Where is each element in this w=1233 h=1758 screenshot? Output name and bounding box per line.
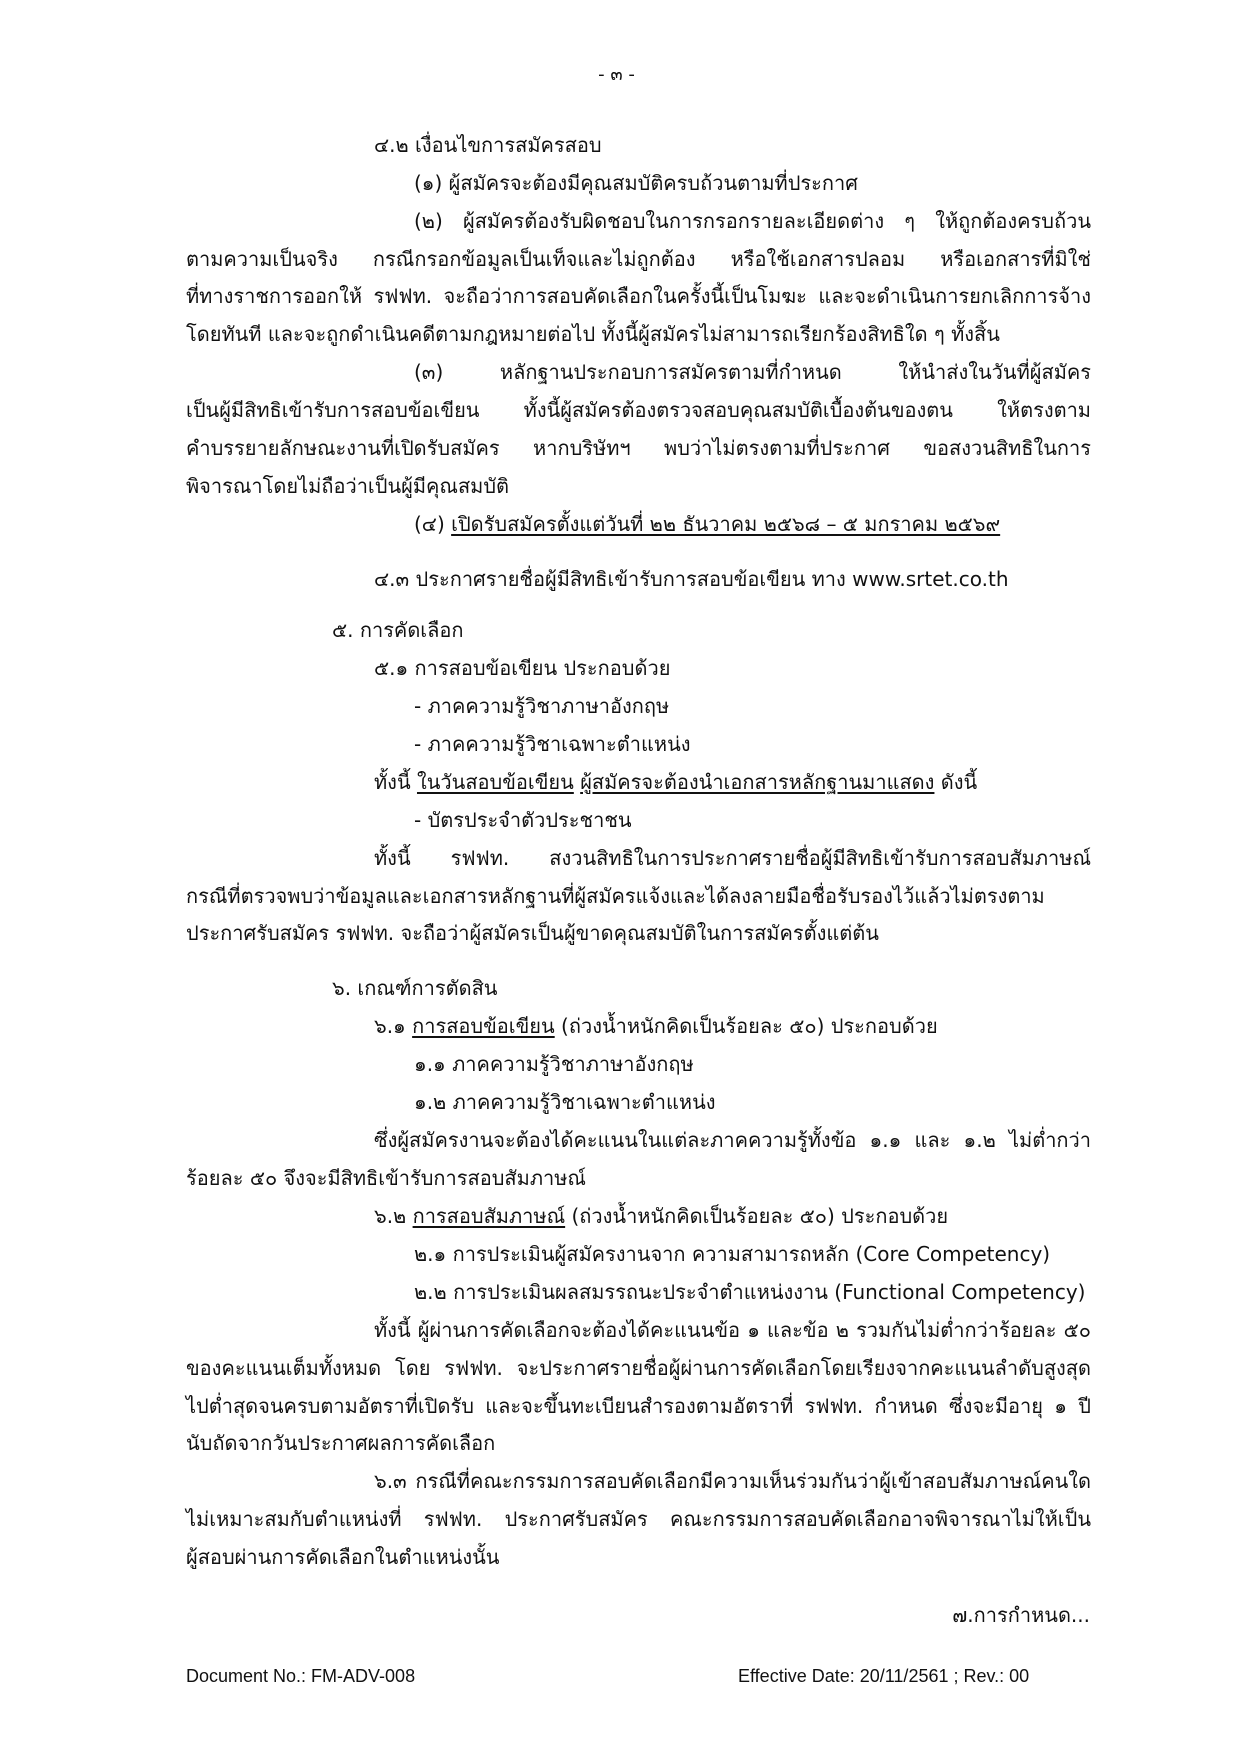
section-6-2-prefix: ๖.๒ xyxy=(374,1204,413,1228)
final-criteria-line-3: ไปต่ำสุดจนครบตามอัตราที่เปิดรับ และจะขึ้นทะเบียนสำรองตามอัตราที่ รฟฟท. กำหนด ซึ่งจะมีอายุ ๑ ปี xyxy=(186,1394,1091,1418)
item-2-1: ๒.๑ การประเมินผู้สมัครงานจาก ความสามารถหลัก (Core Competency) xyxy=(414,1242,1051,1266)
condition-3-line-2: เป็นผู้มีสิทธิเข้ารับการสอบข้อเขียน ทั้งนี้ผู้สมัครต้องตรวจสอบคุณสมบัติเบื้องต้นของตน ให้ตรงตาม xyxy=(186,398,1091,422)
item-2-2: ๒.๒ การประเมินผลสมรรถนะประจำตำแหน่งงาน (Functional Competency) xyxy=(414,1280,1086,1304)
section-5-1: ๕.๑ การสอบข้อเขียน ประกอบด้วย xyxy=(374,656,671,680)
reservation-line-1: ทั้งนี้ รฟฟท. สงวนสิทธิในการประกาศรายชื่อผู้มีสิทธิเข้ารับการสอบสัมภาษณ์ xyxy=(374,846,1091,870)
section-5-heading: ๕. การคัดเลือก xyxy=(332,618,464,642)
reservation-line-3: ประกาศรับสมัคร รฟฟท. จะถือว่าผู้สมัครเป็นผู้ขาดคุณสมบัติในการสมัครตั้งแต่ต้น xyxy=(186,921,879,945)
pass-criteria-line-2: ร้อยละ ๕๐ จึงจะมีสิทธิเข้ารับการสอบสัมภาษณ์ xyxy=(186,1166,586,1190)
required-documents-line xyxy=(374,769,977,795)
section-6-3-line-3: ผู้สอบผ่านการคัดเลือกในตำแหน่งนั้น xyxy=(186,1545,500,1569)
condition-2-line-2: ตามความเป็นจริง กรณีกรอกข้อมูลเป็นเท็จและไม่ถูกต้อง หรือใช้เอกสารปลอม หรือเอกสารที่มิใช่ xyxy=(186,247,1091,271)
condition-4-prefix: (๔) xyxy=(414,512,452,536)
item-1-2: ๑.๒ ภาคความรู้วิชาเฉพาะตำแหน่ง xyxy=(414,1090,716,1114)
condition-3-line-3: คำบรรยายลักษณะงานที่เปิดรับสมัคร หากบริษัทฯ พบว่าไม่ตรงตามที่ประกาศ ขอสงวนสิทธิในการ xyxy=(186,436,1091,460)
item-1-1: ๑.๑ ภาคความรู้วิชาภาษาอังกฤษ xyxy=(414,1052,694,1076)
condition-2-line-4: โดยทันที และจะถูกดำเนินคดีตามกฎหมายต่อไป ทั้งนี้ผู้สมัครไม่สามารถเรียกร้องสิทธิใด ๆ ทั้งสิ้น xyxy=(186,322,1000,346)
section-4-2-heading: ๔.๒ เงื่อนไขการสมัครสอบ xyxy=(374,133,602,157)
final-criteria-line-1: ทั้งนี้ ผู้ผ่านการคัดเลือกจะต้องได้คะแนนข้อ ๑ และข้อ ๒ รวมกันไม่ต่ำกว่าร้อยละ ๕๐ xyxy=(374,1318,1091,1342)
final-criteria-line-4: นับถัดจากวันประกาศผลการคัดเลือก xyxy=(186,1431,496,1455)
application-period: เปิดรับสมัครตั้งแต่วันที่ ๒๒ ธันวาคม ๒๕๖๘ – ๕ มกราคม ๒๕๖๙ xyxy=(451,512,1001,536)
final-criteria-line-2: ของคะแนนเต็มทั้งหมด โดย รฟฟท. จะประกาศรายชื่อผู้ผ่านการคัดเลือกโดยเรียงจากคะแนนลำดับสูงสุด xyxy=(186,1356,1091,1380)
condition-2-line-1: (๒) ผู้สมัครต้องรับผิดชอบในการกรอกรายละเอียดต่าง ๆ ให้ถูกต้องครบถ้วน xyxy=(414,209,1091,233)
pass-criteria-line-1: ซึ่งผู้สมัครงานจะต้องได้คะแนนในแต่ละภาคความรู้ทั้งข้อ ๑.๑ และ ๑.๒ ไม่ต่ำกว่า xyxy=(374,1128,1091,1152)
section-4-3: ๔.๓ ประกาศรายชื่อผู้มีสิทธิเข้ารับการสอบข้อเขียน ทาง www.srtet.co.th xyxy=(374,567,1009,591)
docs-text-1: ทั้งนี้ xyxy=(374,770,417,794)
page-number: - ๓ - xyxy=(598,64,635,85)
docs-underlined-1: ในวันสอบข้อเขียน xyxy=(416,770,574,794)
section-6-heading: ๖. เกณฑ์การตัดสิน xyxy=(332,976,498,1000)
docs-underlined-2: ผู้สมัครจะต้องนำเอกสารหลักฐานมาแสดง xyxy=(580,770,935,794)
condition-2-line-3: ที่ทางราชการออกให้ รฟฟท. จะถือว่าการสอบคัดเลือกในครั้งนี้เป็นโมฆะ และจะดำเนินการยกเลิกการจ้าง xyxy=(186,284,1091,308)
section-6-2 xyxy=(374,1203,948,1229)
section-6-1-prefix: ๖.๑ xyxy=(374,1014,413,1038)
id-card-item: - บัตรประจำตัวประชาชน xyxy=(414,808,632,832)
continuation-marker: ๗.การกำหนด... xyxy=(952,1603,1090,1627)
condition-3-line-1: (๓) หลักฐานประกอบการสมัครตามที่กำหนด ให้นำส่งในวันที่ผู้สมัคร xyxy=(414,360,1091,384)
section-6-3-line-2: ไม่เหมาะสมกับตำแหน่งที่ รฟฟท. ประกาศรับสมัคร คณะกรรมการสอบคัดเลือกอาจพิจารณาไม่ให้เป็น xyxy=(186,1507,1091,1531)
exam-part-position: - ภาคความรู้วิชาเฉพาะตำแหน่ง xyxy=(414,732,691,756)
condition-1: (๑) ผู้สมัครจะต้องมีคุณสมบัติครบถ้วนตามที่ประกาศ xyxy=(414,171,858,195)
condition-4 xyxy=(414,511,1000,537)
footer-document-number: Document No.: FM-ADV-008 xyxy=(186,1666,416,1686)
section-6-1 xyxy=(374,1013,938,1039)
condition-3-line-4: พิจารณาโดยไม่ถือว่าเป็นผู้มีคุณสมบัติ xyxy=(186,474,510,498)
section-6-2-rest: (ถ่วงน้ำหนักคิดเป็นร้อยละ ๕๐) ประกอบด้วย xyxy=(565,1204,949,1228)
footer-effective-date: Effective Date: 20/11/2561 ; Rev.: 00 xyxy=(738,1666,1030,1686)
reservation-line-2: กรณีที่ตรวจพบว่าข้อมูลและเอกสารหลักฐานที่ผู้สมัครแจ้งและได้ลงลายมือชื่อรับรองไว้แล้วไม่ตรงตาม xyxy=(186,884,1045,908)
docs-text-3: ดังนี้ xyxy=(934,770,978,794)
section-6-3-line-1: ๖.๓ กรณีที่คณะกรรมการสอบคัดเลือกมีความเห็นร่วมกันว่าผู้เข้าสอบสัมภาษณ์คนใด xyxy=(374,1469,1091,1493)
section-6-1-rest: (ถ่วงน้ำหนักคิดเป็นร้อยละ ๕๐) ประกอบด้วย xyxy=(554,1014,938,1038)
written-exam-label: การสอบข้อเขียน xyxy=(412,1014,555,1038)
interview-label: การสอบสัมภาษณ์ xyxy=(412,1204,566,1228)
exam-part-english: - ภาคความรู้วิชาภาษาอังกฤษ xyxy=(414,694,670,718)
